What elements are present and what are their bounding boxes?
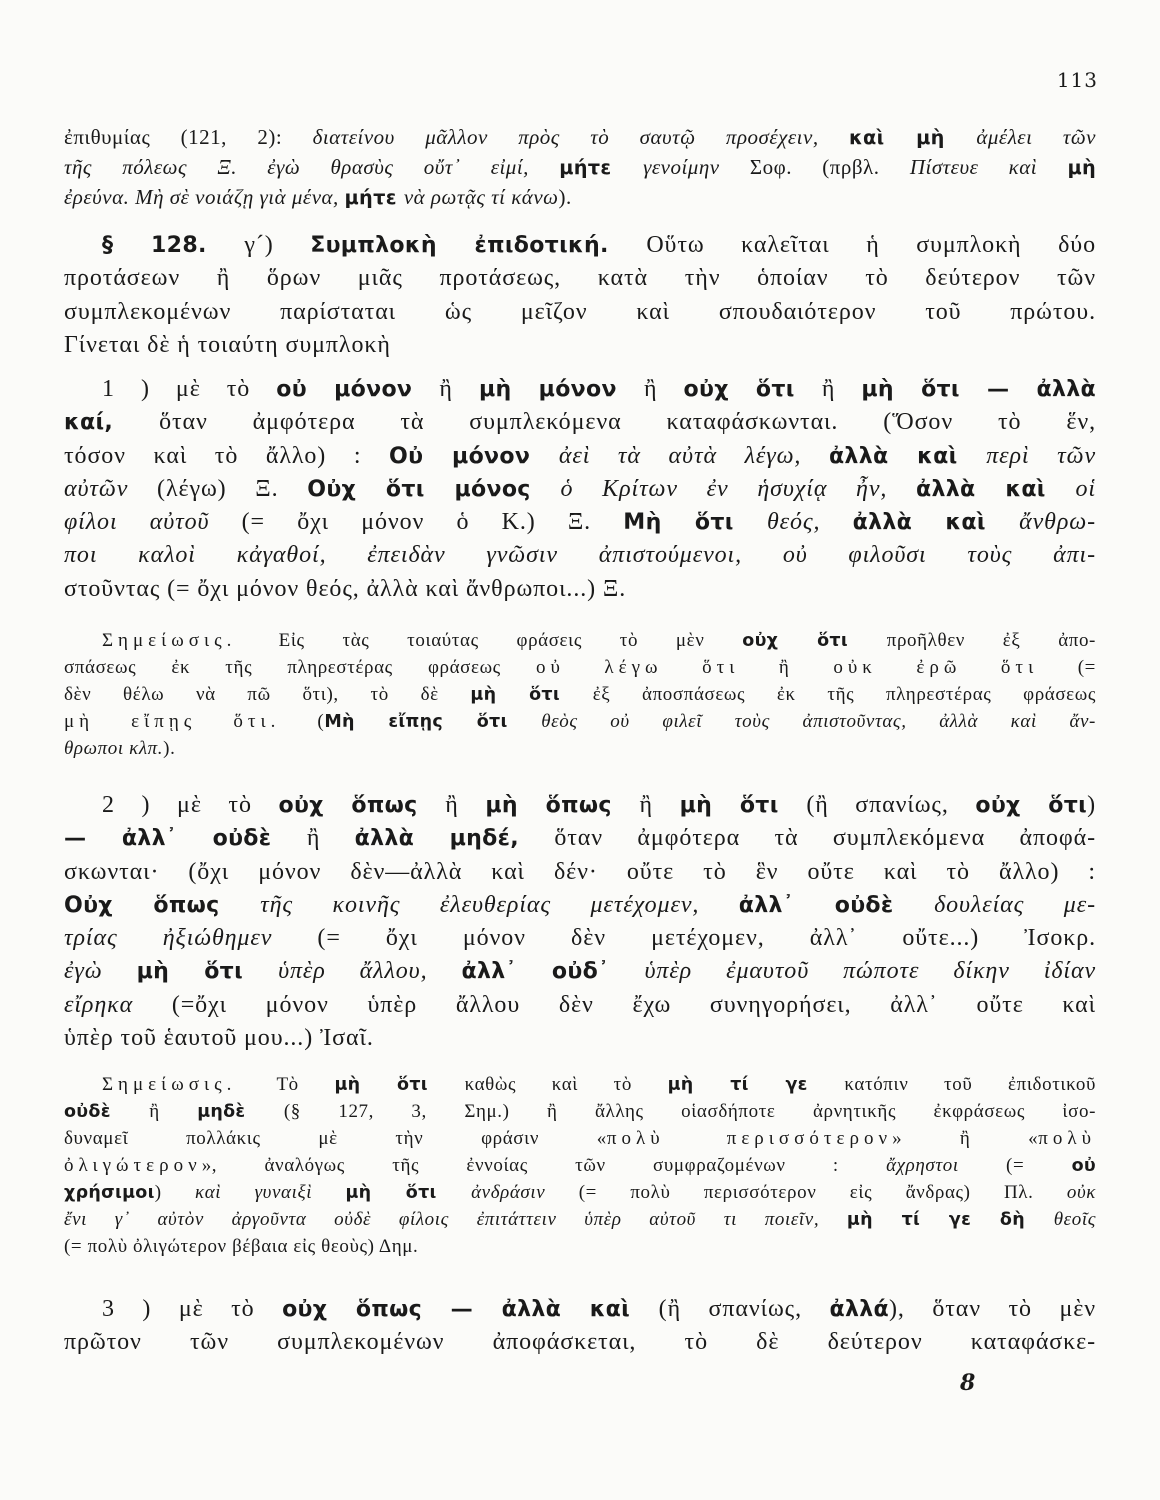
text: ὑπὲρ τοῦ ἑαυτοῦ μου...) Ἰσαῖ. [64,1025,374,1052]
text: ) [1087,792,1096,818]
text-line [64,1125,1096,1152]
text: (§ 127, 3, Σημ.) ἢ ἄλλης οἱασδήποτε ἀρνητικῆς ἐκφράσεως ἰσο- [283,1101,1096,1122]
italic-text: περὶ τῶν [986,442,1096,469]
text-line [64,296,1096,329]
bold-text: μὴ ὅτι [334,1075,465,1095]
bold-text: — ἀλλ᾽ οὐδὲ [64,826,307,852]
text-line [64,735,1096,762]
text-line [64,627,1096,654]
italic-text: ἀεὶ τὰ αὐτὰ λέγω, [558,442,829,469]
text: προτάσεων ἢ ὅρων μιᾶς προτάσεως, κατὰ τὴν ὁποίαν τὸ δεύτερον τῶν [64,265,1096,292]
text: ἢ [439,376,479,402]
text-line [64,1152,1096,1179]
italic-text: ὁ Κρίτων ἐν ἡσυχίᾳ ἦν, [560,475,917,502]
text-line [64,955,1096,988]
italic-text: ὑπὲρ ἐμαυτοῦ πώποτε δίκην ἰδίαν [644,958,1096,985]
bold-text: ἀλλά [829,1297,889,1322]
italic-text: θεὸς οὐ φιλεῖ τοὺς ἀπιστοῦντας, ἀλλὰ καὶ ἄν- [541,711,1096,732]
text: κατόπιν τοῦ ἐπιδοτικοῦ [844,1074,1096,1095]
bold-text: ἀλλὰ καὶ [916,476,1076,502]
text-line [64,122,1096,152]
text: συμπλεκομένων παρίσταται ὡς μεῖζον καὶ σπουδαιότερον τοῦ πρώτου. [64,298,1096,325]
text: ), ὅταν τὸ μὲν [889,1296,1096,1322]
spaced-text: Σημείωσις. [102,630,279,651]
text: ἢ [644,376,684,402]
text: ). [558,185,572,209]
section-128-heading-paragraph [64,229,1096,362]
italic-text: φίλοι αὐτοῦ [64,509,242,536]
text: γ´) [244,232,311,258]
bold-text: μὴ τί γε [667,1075,845,1095]
text: ὅταν ἀμφότερα τὰ συμπλεκόμενα καταφάσκωνται. (Ὅσον τὸ ἕν, [159,409,1096,436]
text: πρῶτον τῶν συμπλεκομένων ἀποφάσκεται, τὸ δὲ δεύτερον καταφάσκε- [64,1329,1096,1356]
bold-text: οὐδὲ [64,1102,150,1122]
italic-text: ἄνθρω- [1019,509,1096,536]
text-line [64,152,1096,182]
italic-text: θεοῖς [1053,1209,1096,1230]
text: ). [163,738,176,759]
text-line [64,262,1096,295]
note-paragraph-2 [64,1071,1096,1260]
text-line [64,822,1096,855]
text: ) [154,1182,196,1203]
italic-text: ἔνι γ᾽ αὐτὸν ἀργοῦντα οὐδὲ φίλοις ἐπιτάττειν ὑπὲρ αὐτοῦ τι ποιεῖν, [64,1209,847,1230]
text-line [64,1326,1096,1359]
text-line [64,1071,1096,1098]
text: (= [1006,1155,1072,1176]
page-number: 113 [1056,68,1098,92]
italic-text: ἄχρηστοι [886,1155,1007,1176]
text-line [64,654,1096,681]
bold-text: Μὴ εἴπῃς ὅτι [324,712,542,732]
bold-text: μὴ τί γε δὴ [846,1210,1054,1230]
bold-text: μὴ ὅτι [679,793,807,818]
text: δυναμεῖ πολλάκις μὲ τὴν φράσιν « [64,1128,607,1149]
text: (= ὄχι μόνον δὲν μετέχομεν, ἀλλ᾽ οὔτε...) Ἰσοκρ. [317,925,1096,952]
text-line [64,1179,1096,1206]
text: (ἢ σπανίως, [806,792,976,818]
text: ἢ [639,792,680,818]
bold-text: οὐχ ὅτι [683,377,822,402]
text: ( [317,711,325,732]
bold-text: καὶ μὴ [849,126,977,149]
text: προῆλθεν ἐξ ἀπο- [886,630,1096,651]
italic-text: ποι καλοὶ κἀγαθοί, ἐπειδὰν γνῶσιν ἀπιστούμενοι, οὐ φιλοῦσι τοὺς ἀπι- [64,542,1096,569]
italic-text: γενοίμην [643,155,750,179]
text-line [64,681,1096,708]
text: ὅταν ἀμφότερα τὰ συμπλεκόμενα ἀποφά- [554,825,1096,852]
bold-text: οὐ [1071,1156,1096,1176]
point-1-paragraph [64,373,1096,606]
bold-text: μὴ μόνον [478,377,644,402]
text: (= ὄχι μόνον ὁ Κ.) Ξ. [241,509,624,536]
bold-text: Οὐχ ὅτι μόνος [307,476,561,502]
italic-text: ὑπὲρ ἄλλου, [278,958,462,985]
text-line [64,506,1096,539]
spaced-text: πολὺ περισσότερον [606,1128,893,1149]
text: Σοφ. (πρβλ. [749,155,910,179]
spaced-text: μὴ εἴπῃς ὅτι. [64,711,318,732]
bold-text: Οὐχ ὅπως [64,892,261,918]
bold-text: μηδὲ [197,1102,284,1122]
text-line [64,182,1096,212]
italic-text: τῆς πόλεως Ξ. ἐγὼ θρασὺς οὔτ᾽ εἰμί, [64,155,560,179]
italic-text: αὐτῶν [64,475,158,502]
bold-text: § 128. [102,233,245,258]
bold-text: ἀλλὰ καὶ [828,443,987,469]
italic-text: ἀμέλει τῶν [976,125,1096,149]
spaced-text: Σημείωσις. [102,1074,277,1095]
text: (=ὄχι μόνον ὑπὲρ ἄλλου δὲν ἔχω συνηγορήσει, ἀλλ᾽ οὔτε καὶ [171,991,1096,1018]
spaced-text: πολὺ [1038,1128,1096,1149]
bold-text: χρήσιμοι [64,1183,155,1203]
italic-text: καὶ γυναιξὶ [195,1182,346,1203]
text: Οὕτω καλεῖται ἡ συμπλοκὴ δύο [646,232,1096,258]
spaced-text: οὐ λέγω ὅτι ἢ οὐκ ἐρῶ ὅτι [535,657,1078,678]
text: ἐπιθυμίας (121, 2): [64,125,313,149]
bold-text: οὐχ ὅπως — ἀλλὰ καὶ [282,1297,659,1322]
text: (= πολὺ ὀλιγώτερον βέβαια εἰς θεοὺς) Δημ. [64,1236,419,1257]
text: (= πολὺ περισσότερον εἰς ἄνδρας) Πλ. [578,1182,1067,1203]
text-line [64,539,1096,572]
bold-text: οὐ μόνον [276,377,440,402]
text: (λέγω) Ξ. [157,475,308,502]
bold-text: μὴ ὅπως [485,793,640,818]
text: ἢ [306,825,355,852]
italic-text: θεός, [766,509,853,536]
point-2-paragraph [64,789,1096,1055]
text: καθὼς καὶ τὸ [464,1074,668,1095]
text-line [64,373,1096,406]
signature-mark: 8 [960,1370,976,1396]
text-line [64,922,1096,955]
text: σπάσεως ἐκ τῆς πληρεστέρας φράσεως [64,657,536,678]
italic-text: τρίας ἠξιώθημεν [64,925,318,952]
bold-text: ἀλλ᾽ οὐδὲ [738,892,935,918]
text: τόσον καὶ τὸ ἄλλο) : [64,442,390,469]
text: ἐξ ἀποσπάσεως ἐκ τῆς πληρεστέρας φράσεως [592,684,1096,705]
text: ἢ [445,792,486,818]
italic-text: νὰ ρωτᾷς τί κάνω [403,185,559,209]
italic-text: ἐγὼ [64,958,137,985]
text-line [64,229,1096,262]
text: στοῦντας (= ὄχι μόνον θεός, ἀλλὰ καὶ ἄνθρωποι...) Ξ. [64,575,627,602]
text-line [64,1233,1096,1260]
bold-text: οὐχ ὅτι [742,631,887,651]
text: δὲν θέλω νὰ πῶ ὅτι), τὸ δὲ [64,684,471,705]
bold-text: ἀλλ᾽ οὐδ᾽ [461,959,645,985]
text-line [64,573,1096,606]
bold-text: Μὴ ὅτι [623,510,767,536]
text-line [64,329,1096,362]
text-line [64,889,1096,922]
bold-text: μὴ ὅτι [136,959,279,985]
bold-text: μὴ ὅτι [345,1183,472,1203]
text: Εἰς τὰς τοιαύτας φράσεις τὸ μὲν [278,630,743,651]
text-line [64,989,1096,1022]
text-line [64,1098,1096,1125]
text-line [64,1206,1096,1233]
text: » ἢ « [892,1128,1039,1149]
italic-text: εἴρηκα [64,991,172,1018]
text: ἢ [149,1101,198,1122]
text: 1 ) μὲ τὸ [102,376,277,402]
italic-text: ἐρεύνα. Μὴ σὲ νοιάζῃ γιὰ μένα, [64,185,345,209]
italic-text: οἱ [1075,475,1096,502]
text: (ἢ σπανίως, [658,1296,830,1322]
bold-text: Οὐ μόνον [389,443,559,469]
text-line [64,1022,1096,1055]
text-line [64,440,1096,473]
text-line [64,1293,1096,1326]
bold-text: Συμπλοκὴ ἐπιδοτική. [310,233,647,258]
text: σκωνται· (ὄχι μόνον δὲν—ἀλλὰ καὶ δέν· οὔτε τὸ ἓν οὔτε καὶ τὸ ἄλλο) : [64,858,1096,885]
italic-text: οὐκ [1066,1182,1096,1203]
italic-text: Πίστευε καὶ [909,155,1068,179]
italic-text: θρωποι κλπ. [64,738,164,759]
bold-text: μὴ ὅτι [470,685,593,705]
text: (= [1077,657,1096,678]
bold-text: οὐχ ὅπως [278,793,446,818]
bold-text: οὐχ ὅτι [975,793,1088,818]
bold-text: μὴ ὅτι — ἀλλὰ [861,377,1096,402]
text-line [64,406,1096,439]
bold-text: ἀλλὰ μηδέ, [354,826,555,852]
paragraph-continuation [64,122,1096,212]
bold-text: καί, [64,410,160,436]
text: Γίνεται δὲ ἡ τοιαύτη συμπλοκὴ [64,331,391,358]
spaced-text: ὀλιγώτερον [64,1155,202,1176]
text: », ἀναλόγως τῆς ἐννοίας τῶν συμφραζομένων : [201,1155,887,1176]
italic-text: δουλείας με- [934,891,1096,918]
point-3-paragraph [64,1293,1096,1360]
text: 2 ) μὲ τὸ [102,792,279,818]
bold-text: μήτε [559,156,644,179]
text-line [64,473,1096,506]
bold-text: μὴ [1067,156,1096,179]
note-paragraph-1 [64,627,1096,762]
text-line [64,789,1096,822]
italic-text: τῆς κοινῆς ἐλευθερίας μετέχομεν, [260,891,739,918]
bold-text: ἀλλὰ καὶ [852,510,1020,536]
text: 3 ) μὲ τὸ [102,1296,283,1322]
bold-text: μήτε [344,186,404,209]
text: ἢ [821,376,862,402]
text-line [64,856,1096,889]
italic-text: διατείνου μᾶλλον πρὸς τὸ σαυτῷ προσέχειν, [312,125,849,149]
text-line [64,708,1096,735]
italic-text: ἀνδράσιν [471,1182,579,1203]
text: Τὸ [276,1074,335,1095]
